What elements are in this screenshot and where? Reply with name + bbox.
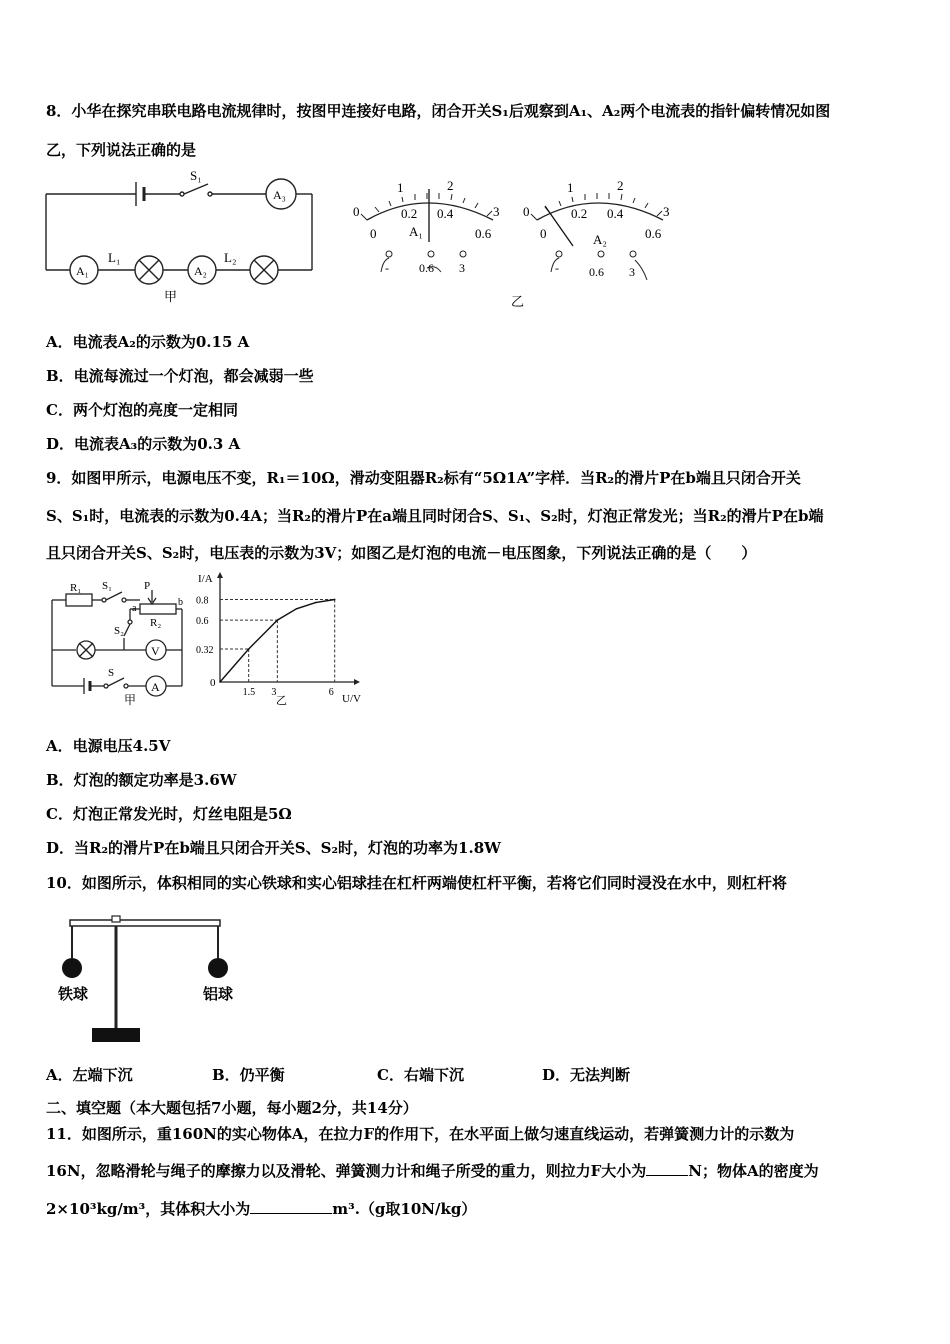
slider-p-label: P: [144, 580, 151, 592]
voltmeter-label: V: [151, 644, 160, 658]
meter-a1: [353, 178, 500, 275]
q10-option-c[interactable]: C．右端下沉: [377, 1066, 464, 1084]
data-point-3: [296, 608, 298, 610]
q8-option-a[interactable]: A．电流表A₂的示数为0.15 A: [46, 333, 250, 351]
q9-circuit-figure: [44, 578, 194, 708]
q9-option-b[interactable]: B．灯泡的额定功率是3.6W: [46, 771, 237, 789]
iron-ball-label: 铁球: [58, 987, 89, 1003]
meter-a2-bottom-0: 0: [540, 226, 547, 241]
meter-a2-needle: [545, 206, 573, 246]
q8-option-b[interactable]: B．电流每流过一个灯泡，都会减弱一些: [46, 367, 314, 385]
section-2-heading: 二、填空题（本大题包括7小题，每小题2分，共14分）: [46, 1099, 418, 1117]
meter-a1-top-2: 2: [447, 178, 454, 193]
ammeter-label: A: [151, 680, 160, 694]
meter-a1-bottom-2: 0.4: [437, 206, 454, 221]
y-axis-arrow: [217, 572, 223, 578]
q9-stem-line3: 且只闭合开关S、S₂时，电压表的示数为3V；如图乙是灯泡的电流－电压图象，下列说法正确的是（ ）: [46, 544, 757, 562]
meter-a1-bottom-1: 0.2: [401, 206, 418, 221]
q11-line3-start: 2×10³kg/m³，其体积大小为: [46, 1200, 251, 1218]
meter-a1-bottom-3: 0.6: [475, 226, 492, 241]
resistor-r1-label: R₁: [70, 582, 82, 594]
rheostat-r2-label: R₂: [150, 617, 162, 629]
meter-a1-terminal-3: 3: [459, 261, 465, 275]
meter-a1-top-3: 3: [493, 204, 500, 219]
switch-s2-label: S₂: [114, 625, 124, 637]
meter-a2-top-3: 3: [663, 204, 670, 219]
q8-circuit-figure: [40, 168, 325, 308]
q10-option-b[interactable]: B．仍平衡: [212, 1066, 285, 1084]
meter-a2-terminal-06: 0.6: [589, 265, 604, 279]
x-axis-label: U/V: [342, 693, 361, 705]
meter-a2-top-0: 0: [523, 204, 530, 219]
q11-force-blank[interactable]: [646, 1161, 688, 1176]
lamp-l2-label: L₂: [224, 250, 237, 265]
ammeter-a2-label: A₂: [194, 264, 207, 278]
meter-a1-terminal-06: 0.6: [419, 261, 434, 275]
q10-lever-figure: [48, 916, 248, 1052]
q9-iu-chart: [196, 573, 361, 710]
q10-stem: 10．如图所示，体积相同的实心铁球和实心铝球挂在杠杆两端使杠杆平衡，若将它们同时浸没在水中，则杠杆将: [46, 874, 787, 892]
meter-a2-bottom-2: 0.4: [607, 206, 624, 221]
q8-stem-line1: 8．小华在探究串联电路电流规律时，按图甲连接好电路，闭合开关S₁后观察到A₁、A₂两个电流表的指针偏转情况如图: [46, 102, 831, 120]
q8-figure-b-caption: 乙: [511, 294, 525, 309]
data-point-2: [277, 619, 279, 621]
end-b-label: b: [178, 597, 183, 608]
switch-s1-label: S₁: [190, 168, 202, 183]
meter-a2: [523, 178, 670, 280]
q11-line2-end: N；物体A的密度为: [688, 1162, 819, 1180]
q11-stem-line2: [46, 1161, 819, 1181]
meter-a1-name: A₁: [409, 224, 423, 239]
meter-a2-name: A₂: [593, 232, 607, 247]
data-point-0: [219, 681, 221, 683]
q8-stem-line2: 乙，下列说法正确的是: [46, 141, 197, 159]
meter-a2-terminal-neg: -: [555, 261, 559, 275]
q11-line3-end: m³.（g取10N/kg）: [332, 1200, 477, 1218]
x-tick-3: 3: [271, 687, 277, 698]
data-point-5: [334, 599, 336, 601]
q9-option-d[interactable]: D．当R₂的滑片P在b端且只闭合开关S、S₂时，灯泡的功率为1.8W: [46, 839, 501, 857]
q10-option-d[interactable]: D．无法判断: [542, 1066, 631, 1084]
y-tick-0.32: 0.32: [196, 644, 214, 656]
y-axis-label: I/A: [198, 573, 213, 585]
ammeter-a3-label: A₃: [273, 188, 286, 202]
x-tick-1.5: 1.5: [242, 687, 256, 698]
q11-volume-blank[interactable]: [250, 1199, 332, 1214]
ammeter-a1-label: A₁: [76, 264, 89, 278]
q11-line2-start: 16N，忽略滑轮与绳子的摩擦力以及滑轮、弹簧测力计和绳子所受的重力，则拉力F大小为: [46, 1162, 647, 1180]
q11-stem-line3: [46, 1199, 476, 1219]
q8-meters-figure: [345, 172, 685, 312]
q8-figure-a-caption: 甲: [164, 289, 178, 304]
q9-option-a[interactable]: A．电源电压4.5V: [46, 737, 171, 755]
meter-a1-bottom-0: 0: [370, 226, 377, 241]
switch-s-label: S: [108, 667, 115, 679]
q9-stem-line2: S、S₁时，电流表的示数为0.4A；当R₂的滑片P在a端且同时闭合S、S₁、S₂时，灯泡正常发光；当R₂的滑片P在b端: [46, 507, 824, 525]
lamp-l1-label: L₁: [108, 250, 121, 265]
meter-a1-top-0: 0: [353, 204, 360, 219]
meter-a2-top-2: 2: [617, 178, 624, 193]
origin-label: 0: [210, 677, 216, 689]
meter-a2-bottom-1: 0.2: [571, 206, 588, 221]
x-axis-arrow: [354, 679, 360, 685]
q8-option-d[interactable]: D．电流表A₃的示数为0.3 A: [46, 435, 241, 453]
x-tick-6: 6: [328, 687, 334, 698]
q10-option-a[interactable]: A．左端下沉: [46, 1066, 133, 1084]
switch-s1-label-q9: S₁: [102, 580, 112, 592]
q9-option-c[interactable]: C．灯泡正常发光时，灯丝电阻是5Ω: [46, 805, 292, 823]
q11-stem-line1: 11．如图所示，重160N的实心物体A，在拉力F的作用下，在水平面上做匀速直线运动，若弹簧测力计的示数为: [46, 1125, 795, 1143]
q8-option-c[interactable]: C．两个灯泡的亮度一定相同: [46, 401, 238, 419]
meter-a1-terminal-neg: -: [385, 261, 389, 275]
q9-figure-a-caption: 甲: [124, 693, 137, 707]
y-tick-0.6: 0.6: [196, 616, 209, 628]
y-tick-0.8: 0.8: [196, 595, 209, 607]
meter-a1-top-1: 1: [397, 180, 404, 195]
meter-a2-terminal-3: 3: [629, 265, 635, 279]
data-point-4: [315, 602, 317, 604]
q9-figure-b-caption: 乙: [276, 695, 287, 707]
meter-a2-top-1: 1: [567, 180, 574, 195]
data-point-1: [248, 648, 250, 650]
meter-a2-bottom-3: 0.6: [645, 226, 662, 241]
aluminum-ball-label: 铝球: [203, 987, 234, 1003]
end-a-label: a: [132, 603, 137, 614]
q9-stem-line1: 9．如图甲所示，电源电压不变，R₁＝10Ω，滑动变阻器R₂标有“5Ω1A”字样．当R₂的滑片P在b端且只闭合开关: [46, 469, 801, 487]
